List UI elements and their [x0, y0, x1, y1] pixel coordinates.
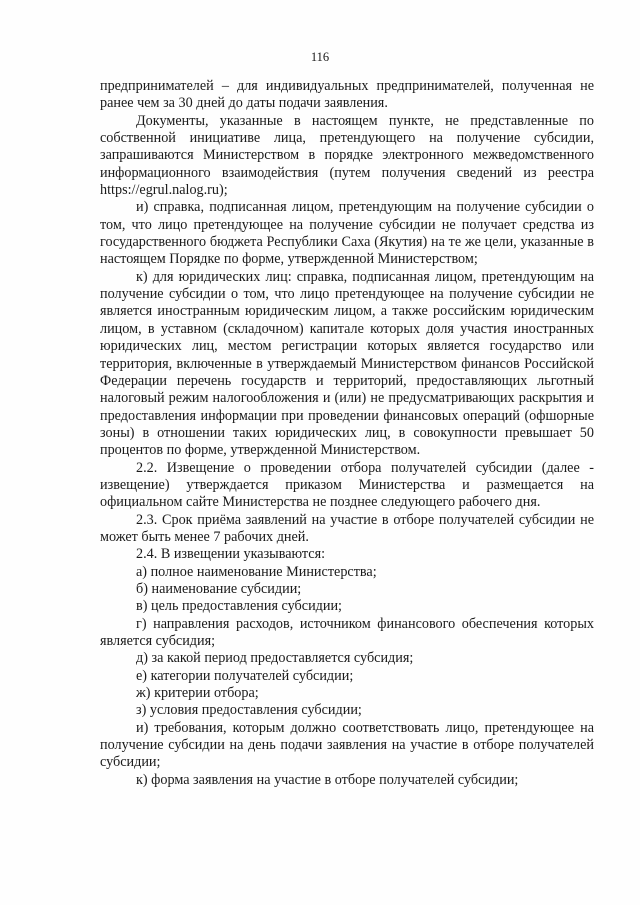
- list-item-i: и) требования, которым должно соответствовать лицо, претендующее на получение субсидии на день подачи заявления на участие в отборе получателей субсидии;: [100, 719, 594, 771]
- document-body: [100, 78, 594, 789]
- list-item-zh: ж) критерии отбора;: [136, 685, 259, 702]
- paragraph-2-4: 2.4. В извещении указываются:: [136, 546, 326, 563]
- list-item-d: д) за какой период предоставляется субсидия;: [136, 650, 414, 667]
- list-item-z: з) условия предоставления субсидии;: [136, 702, 362, 719]
- list-item-b: б) наименование субсидии;: [136, 580, 302, 597]
- paragraph-continuation: предпринимателей – для индивидуальных предпринимателей, полученная не ранее чем за 30 дней до даты подачи заявления.: [100, 78, 594, 112]
- paragraph-item-k-legal-entities: к) для юридических лиц: справка, подписанная лицом, претендующим на получение субсидии о том, что лицо претендующее на получение субсидии не является иностранным юридическим лицом, а также российским юридическим лицом, в уставном (складочном) капитале которых доля участия иностранных юридических лиц, местом регистрации которых является государство или территория, включенные в утверждаемый Министерством финансов Российской Федерации перечень государств и территорий, предоставляющих льготный налоговый режим налогообложения и (или) не предусматривающих раскрытия и предоставления информации при проведении финансовых операций (офшорные зоны) в отношении таких юридических лиц, в совокупности превышает 50 процентов по форме, утвержденной Министерством.: [100, 268, 594, 459]
- list-item-a: а) полное наименование Министерства;: [136, 563, 377, 580]
- paragraph-2-2: 2.2. Извещение о проведении отбора получателей субсидии (далее - извещение) утверждается приказом Министерства и размещается на официальном сайте Министерства не позднее следующего рабочего дня.: [100, 459, 594, 511]
- paragraph-item-i: и) справка, подписанная лицом, претендующим на получение субсидии о том, что лицо претендующее на получение субсидии не получает средства из государственного бюджета Республики Саха (Якутия) на те же цели, указанные в настоящем Порядке по форме, утвержденной Министерством;: [100, 199, 594, 268]
- list-item-g: г) направления расходов, источником финансового обеспечения которых является субсидия;: [100, 615, 594, 649]
- paragraph-2-3: 2.3. Срок приёма заявлений на участие в отборе получателей субсидии не может быть менее 7 рабочих дней.: [100, 511, 594, 545]
- list-item-k: к) форма заявления на участие в отборе получателей субсидии;: [136, 771, 519, 788]
- page-number: 116: [310, 50, 330, 64]
- list-item-v: в) цель предоставления субсидии;: [136, 598, 343, 615]
- list-item-e: е) категории получателей субсидии;: [136, 667, 354, 684]
- paragraph-documents-request: Документы, указанные в настоящем пункте, не представленные по собственной инициативе лица, претендующего на получение субсидии, запрашиваются Министерством в порядке электронного межведомственного информационного взаимодействия (путем получения сведений из реестра https://egrul.nalog.ru);: [100, 112, 594, 199]
